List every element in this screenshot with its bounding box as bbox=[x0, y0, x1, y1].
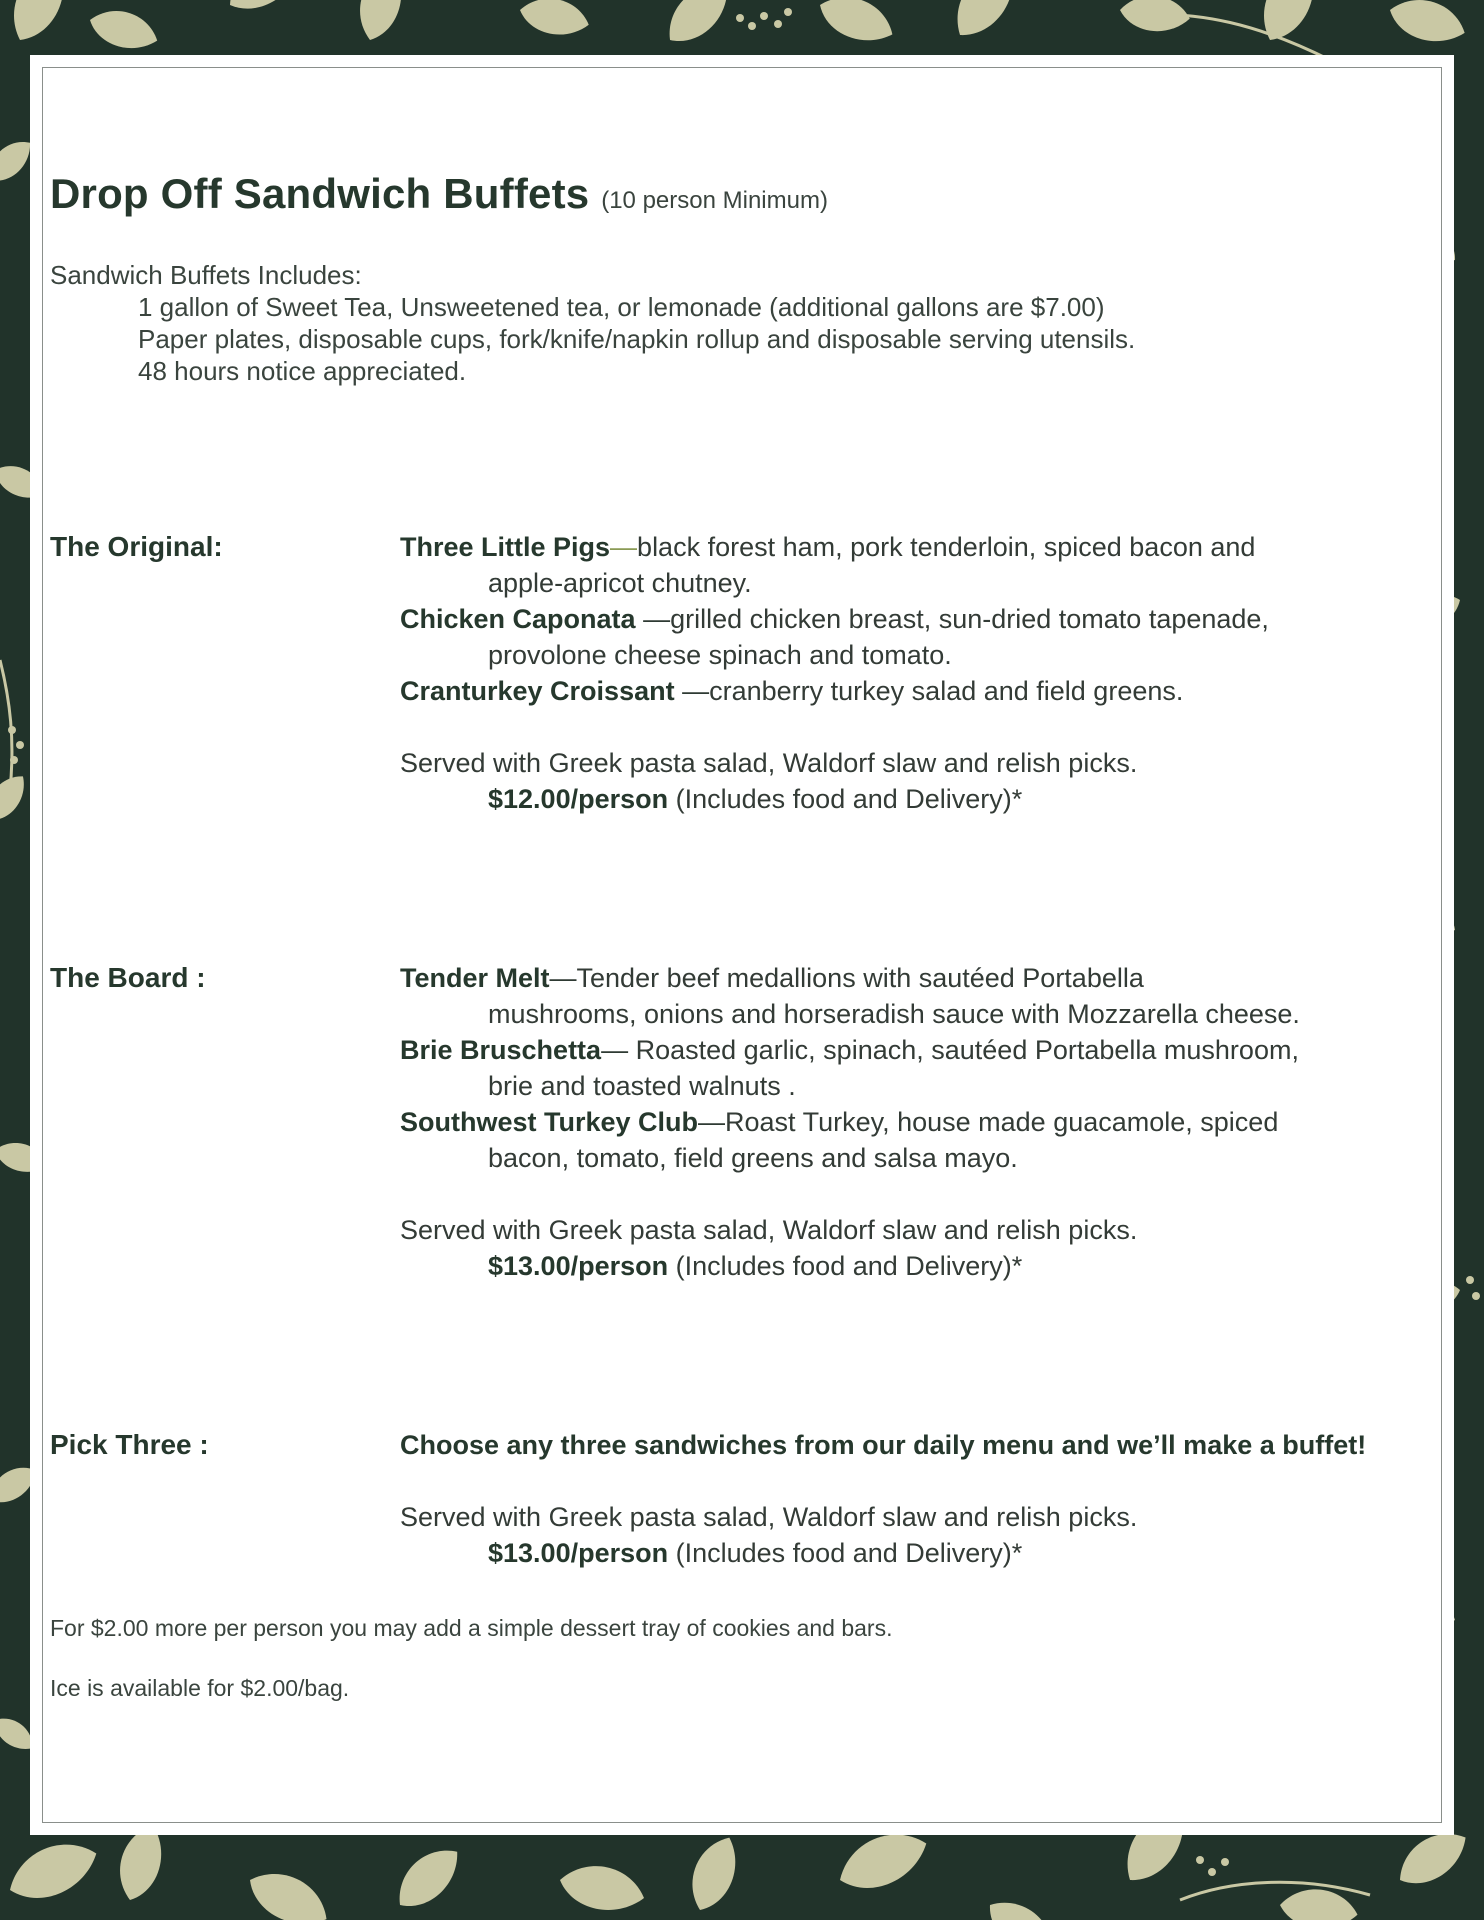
section-body bbox=[400, 960, 1450, 1284]
dessert-note: For $2.00 more per person you may add a simple dessert tray of cookies and bars. bbox=[50, 1615, 893, 1641]
includes-block bbox=[50, 259, 1450, 387]
dash: — bbox=[698, 1107, 726, 1137]
includes-item: 48 hours notice appreciated. bbox=[138, 356, 467, 386]
sandwich-item bbox=[400, 601, 1450, 673]
section-label: Pick Three : bbox=[50, 1429, 209, 1460]
dash: — bbox=[549, 963, 577, 993]
served-with: Served with Greek pasta salad, Waldorf slaw and relish picks. bbox=[400, 1502, 1138, 1532]
section-the-original bbox=[50, 529, 1450, 817]
sandwich-description: black forest ham, pork tenderloin, spiced bacon and bbox=[637, 532, 1256, 562]
price-line bbox=[400, 781, 1450, 817]
sandwich-name: Three Little Pigs bbox=[400, 532, 611, 562]
section-body bbox=[400, 1427, 1450, 1571]
dash: — bbox=[601, 1035, 636, 1065]
sandwich-item bbox=[400, 529, 1450, 601]
title-subtitle: (10 person Minimum) bbox=[601, 187, 828, 214]
dash: — bbox=[635, 604, 671, 634]
section-label: The Board : bbox=[50, 962, 206, 993]
section-pick-three bbox=[50, 1427, 1450, 1571]
dash: — bbox=[674, 676, 710, 706]
price: $13.00/person bbox=[488, 1538, 669, 1568]
sandwich-name: Southwest Turkey Club bbox=[400, 1107, 699, 1137]
sandwich-item bbox=[400, 960, 1450, 1032]
dash: — bbox=[610, 532, 638, 562]
section-label: The Original: bbox=[50, 531, 223, 562]
sandwich-description: cranberry turkey salad and field greens. bbox=[709, 676, 1184, 706]
price: $12.00/person bbox=[488, 784, 669, 814]
sandwich-item bbox=[400, 1032, 1450, 1104]
sandwich-name: Cranturkey Croissant bbox=[400, 676, 675, 706]
sandwich-description: Roast Turkey, house made guacamole, spiced bbox=[725, 1107, 1279, 1137]
sandwich-description-cont: mushrooms, onions and horseradish sauce with Mozzarella cheese. bbox=[488, 999, 1300, 1029]
menu-content bbox=[50, 170, 1450, 1703]
sandwich-description-cont: apple-apricot chutney. bbox=[488, 568, 752, 598]
sandwich-description-cont: provolone cheese spinach and tomato. bbox=[488, 640, 952, 670]
sandwich-name: Brie Bruschetta bbox=[400, 1035, 602, 1065]
price-note: (Includes food and Delivery)* bbox=[668, 1251, 1023, 1281]
sandwich-item bbox=[400, 1104, 1450, 1176]
includes-label: Sandwich Buffets Includes: bbox=[50, 260, 362, 290]
price-line bbox=[400, 1535, 1450, 1571]
sandwich-description: Tender beef medallions with sautéed Portabella bbox=[576, 963, 1144, 993]
includes-item: 1 gallon of Sweet Tea, Unsweetened tea, or lemonade (additional gallons are $7.00) bbox=[138, 292, 1105, 322]
served-with: Served with Greek pasta salad, Waldorf slaw and relish picks. bbox=[400, 748, 1138, 778]
page-title bbox=[50, 170, 1450, 225]
price-note: (Includes food and Delivery)* bbox=[668, 1538, 1023, 1568]
section-the-board bbox=[50, 960, 1450, 1284]
served-with: Served with Greek pasta salad, Waldorf slaw and relish picks. bbox=[400, 1215, 1138, 1245]
ice-note: Ice is available for $2.00/bag. bbox=[50, 1675, 350, 1701]
sandwich-name: Tender Melt bbox=[400, 963, 550, 993]
sandwich-description-cont: bacon, tomato, field greens and salsa mayo. bbox=[488, 1143, 1018, 1173]
sandwich-item bbox=[400, 673, 1450, 709]
title-text: Drop Off Sandwich Buffets bbox=[50, 170, 590, 217]
pick-three-description: Choose any three sandwiches from our daily menu and we’ll make a buffet! bbox=[400, 1430, 1367, 1460]
sandwich-name: Chicken Caponata bbox=[400, 604, 636, 634]
price-note: (Includes food and Delivery)* bbox=[668, 784, 1023, 814]
price: $13.00/person bbox=[488, 1251, 669, 1281]
price-line bbox=[400, 1248, 1450, 1284]
sandwich-description-cont: brie and toasted walnuts . bbox=[488, 1071, 796, 1101]
menu-card bbox=[30, 55, 1454, 1835]
sandwich-description: Roasted garlic, spinach, sautéed Portabella mushroom, bbox=[635, 1035, 1299, 1065]
sandwich-description: grilled chicken breast, sun-dried tomato tapenade, bbox=[670, 604, 1269, 634]
includes-item: Paper plates, disposable cups, fork/knife/napkin rollup and disposable serving utensils. bbox=[138, 324, 1136, 354]
section-body bbox=[400, 529, 1450, 817]
